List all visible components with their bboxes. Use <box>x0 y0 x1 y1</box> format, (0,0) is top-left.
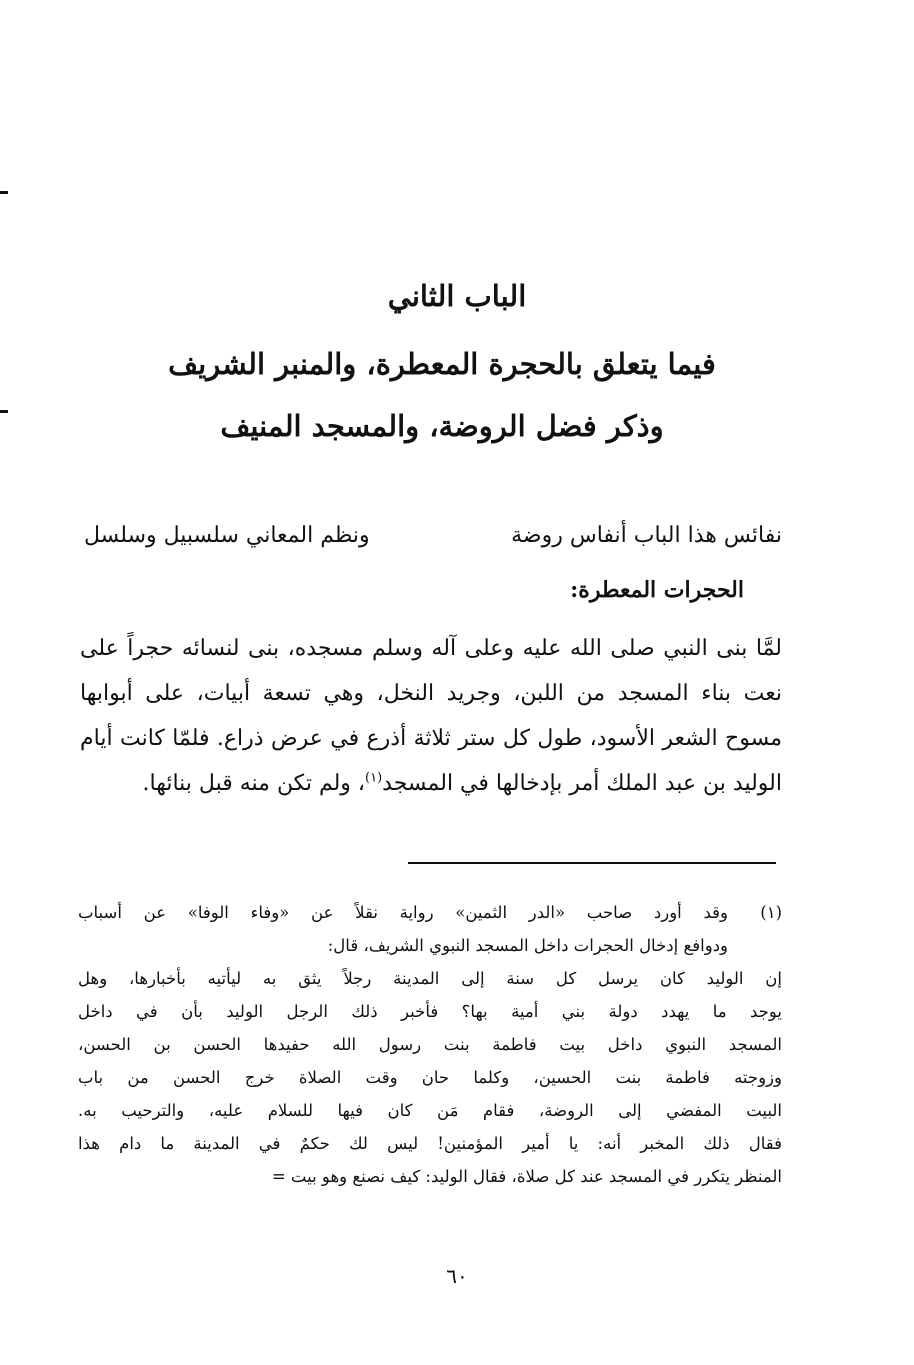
footnote-line: المسجد النبوي داخل بيت فاطمة بنت رسول الله حفيدها الحسن بن الحسن، <box>78 1035 782 1054</box>
chapter-title: الباب الثاني <box>387 279 527 313</box>
footnote-line: يوجد ما يهدد دولة بني أمية بها؟ فأخبر ذلك الرجل الوليد بأن في داخل <box>78 1002 782 1021</box>
body-paragraph <box>80 626 782 806</box>
page-number: ٦٠ <box>446 1264 468 1288</box>
section-heading: الحجرات المعطرة: <box>570 577 744 603</box>
footnote-line: البيت المفضي إلى الروضة، فقام مَن كان فيها للسلام عليه، والترحيب به. <box>78 1101 782 1120</box>
footnote-line: فقال ذلك المخبر أنه: يا أمير المؤمنين! ليس لك حكمٌ في المدينة ما دام هذا <box>78 1134 782 1153</box>
footnote-line: إن الوليد كان يرسل كل سنة إلى المدينة رجلاً يثق به ليأتيه بأخبارها، وهل <box>78 969 782 988</box>
chapter-subtitle-line-2: وذكر فضل الروضة، والمسجد المنيف <box>220 409 664 443</box>
chapter-heading <box>80 274 834 443</box>
scan-edge-mark <box>0 191 8 194</box>
footnote-reference[interactable]: (١) <box>365 770 383 786</box>
chapter-subtitle-line-1: فيما يتعلق بالحجرة المعطرة، والمنبر الشريف <box>168 347 716 381</box>
paragraph-text-end: ، ولم تكن منه قبل بنائها. <box>142 771 366 796</box>
footnote <box>78 896 782 1193</box>
scan-edge-mark <box>0 410 8 413</box>
poetry-verse <box>84 518 782 554</box>
footnote-number: (١) <box>760 903 782 922</box>
paragraph-text-main: لمَّا بنى النبي صلى الله عليه وعلى آله وسلم مسجده، بنى لنسائه حجراً على نعت بناء المسجد من اللبن، وجريد النخل، وهي تسعة أبيات، على أبوابها مسوح الشعر الأسود، طول كل ستر ثلاثة أذرع في عرض ذراع. فلمّا كانت أيام الوليد بن عبد الملك أمر بإدخالها في المسجد <box>80 636 782 796</box>
footnote-line: المنظر يتكرر في المسجد عند كل صلاة، فقال الوليد: كيف نصنع وهو بيت = <box>271 1167 782 1186</box>
footnote-line: وقد أورد صاحب «الدر الثمين» رواية نقلاً عن «وفاء الوفا» عن أسباب <box>78 903 728 922</box>
verse-second-hemistich: ونظم المعاني سلسبيل وسلسل <box>84 523 370 548</box>
footnote-line: وزوجته فاطمة بنت الحسين، وكلما حان وقت الصلاة خرج الحسن من باب <box>78 1068 782 1087</box>
footnote-line: ودوافع إدخال الحجرات داخل المسجد النبوي الشريف، قال: <box>327 936 728 955</box>
paragraph-text <box>80 626 782 806</box>
verse-first-hemistich: نفائس هذا الباب أنفاس روضة <box>511 523 782 548</box>
footnote-separator <box>408 862 776 864</box>
